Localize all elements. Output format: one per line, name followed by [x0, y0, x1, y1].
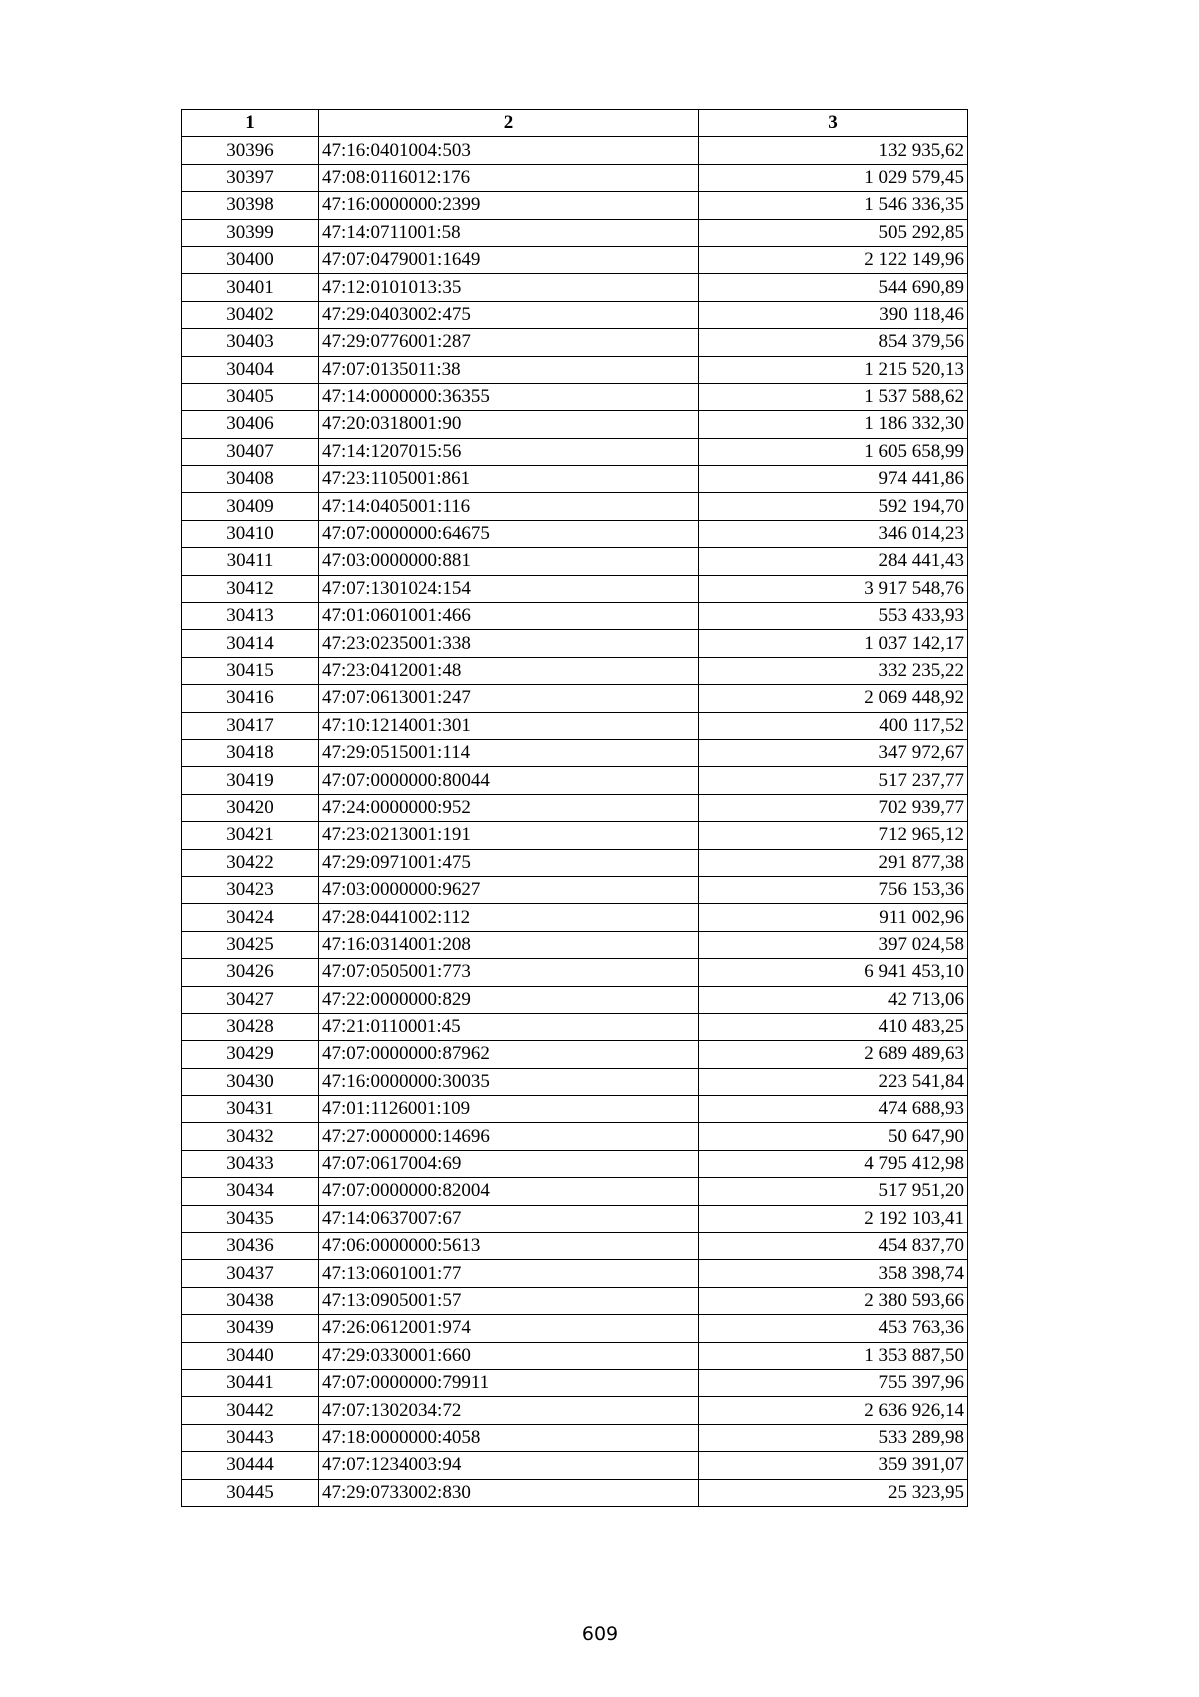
table-row	[182, 630, 968, 657]
table-row	[182, 794, 968, 821]
row-number: 30445	[182, 1479, 319, 1506]
cadastral-number: 47:07:0479001:1649	[319, 246, 699, 273]
cadastral-value: 517 951,20	[699, 1178, 968, 1205]
cadastral-number: 47:03:0000000:881	[319, 548, 699, 575]
cadastral-number: 47:01:0601001:466	[319, 603, 699, 630]
cadastral-number: 47:03:0000000:9627	[319, 876, 699, 903]
cadastral-value: 346 014,23	[699, 520, 968, 547]
row-number: 30435	[182, 1205, 319, 1232]
table-row	[182, 849, 968, 876]
cadastral-value: 50 647,90	[699, 1123, 968, 1150]
cadastral-number: 47:24:0000000:952	[319, 794, 699, 821]
cadastral-number: 47:29:0403002:475	[319, 301, 699, 328]
row-number: 30415	[182, 657, 319, 684]
cadastral-value: 1 186 332,30	[699, 411, 968, 438]
table-header	[182, 110, 968, 137]
cadastral-value: 592 194,70	[699, 493, 968, 520]
row-number: 30397	[182, 164, 319, 191]
row-number: 30436	[182, 1233, 319, 1260]
table-row	[182, 301, 968, 328]
row-number: 30399	[182, 219, 319, 246]
table-row	[182, 1150, 968, 1177]
cadastral-value: 2 380 593,66	[699, 1287, 968, 1314]
table-row	[182, 520, 968, 547]
cadastral-number: 47:23:1105001:861	[319, 466, 699, 493]
cadastral-number: 47:07:1301024:154	[319, 575, 699, 602]
table-row	[182, 1068, 968, 1095]
row-number: 30396	[182, 137, 319, 164]
cadastral-number: 47:28:0441002:112	[319, 904, 699, 931]
cadastral-value: 1 215 520,13	[699, 356, 968, 383]
row-number: 30434	[182, 1178, 319, 1205]
table-row	[182, 603, 968, 630]
row-number: 30405	[182, 383, 319, 410]
row-number: 30398	[182, 192, 319, 219]
cadastral-value: 974 441,86	[699, 466, 968, 493]
cadastral-number: 47:29:0515001:114	[319, 739, 699, 766]
row-number: 30410	[182, 520, 319, 547]
row-number: 30437	[182, 1260, 319, 1287]
table-row	[182, 657, 968, 684]
cadastral-value: 223 541,84	[699, 1068, 968, 1095]
table-row	[182, 931, 968, 958]
row-number: 30406	[182, 411, 319, 438]
cadastral-value: 2 069 448,92	[699, 685, 968, 712]
table-row	[182, 356, 968, 383]
table-row	[182, 493, 968, 520]
table-row	[182, 575, 968, 602]
row-number: 30403	[182, 329, 319, 356]
table-row	[182, 1287, 968, 1314]
row-number: 30411	[182, 548, 319, 575]
row-number: 30427	[182, 986, 319, 1013]
table-row	[182, 219, 968, 246]
cadastral-value: 474 688,93	[699, 1096, 968, 1123]
cadastral-number: 47:07:0505001:773	[319, 959, 699, 986]
cadastral-number: 47:13:0905001:57	[319, 1287, 699, 1314]
table-row	[182, 137, 968, 164]
cadastral-number: 47:07:0135011:38	[319, 356, 699, 383]
table-row	[182, 466, 968, 493]
cadastral-value: 1 037 142,17	[699, 630, 968, 657]
row-number: 30438	[182, 1287, 319, 1314]
table-row	[182, 876, 968, 903]
row-number: 30429	[182, 1041, 319, 1068]
cadastral-value: 2 689 489,63	[699, 1041, 968, 1068]
table-row	[182, 904, 968, 931]
row-number: 30401	[182, 274, 319, 301]
row-number: 30412	[182, 575, 319, 602]
table-body	[182, 137, 968, 1507]
cadastral-value: 756 153,36	[699, 876, 968, 903]
table-row	[182, 246, 968, 273]
cadastral-number: 47:16:0401004:503	[319, 137, 699, 164]
table-row	[182, 1260, 968, 1287]
table-row	[182, 1096, 968, 1123]
cadastral-value: 284 441,43	[699, 548, 968, 575]
cadastral-value: 2 636 926,14	[699, 1397, 968, 1424]
cadastral-value: 400 117,52	[699, 712, 968, 739]
table-row	[182, 548, 968, 575]
row-number: 30422	[182, 849, 319, 876]
cadastral-value: 755 397,96	[699, 1369, 968, 1396]
cadastral-value: 132 935,62	[699, 137, 968, 164]
cadastral-number: 47:16:0000000:30035	[319, 1068, 699, 1095]
row-number: 30425	[182, 931, 319, 958]
cadastral-value: 332 235,22	[699, 657, 968, 684]
cadastral-number: 47:27:0000000:14696	[319, 1123, 699, 1150]
table-row	[182, 1397, 968, 1424]
cadastral-value: 1 546 336,35	[699, 192, 968, 219]
row-number: 30444	[182, 1452, 319, 1479]
table-row	[182, 685, 968, 712]
row-number: 30432	[182, 1123, 319, 1150]
cadastral-number: 47:07:0617004:69	[319, 1150, 699, 1177]
header-col-3: 3	[699, 110, 968, 137]
cadastral-value: 25 323,95	[699, 1479, 968, 1506]
row-number: 30404	[182, 356, 319, 383]
registry-table	[181, 109, 968, 1507]
cadastral-number: 47:14:0637007:67	[319, 1205, 699, 1232]
cadastral-value: 517 237,77	[699, 767, 968, 794]
table-row	[182, 274, 968, 301]
cadastral-value: 359 391,07	[699, 1452, 968, 1479]
cadastral-value: 553 433,93	[699, 603, 968, 630]
row-number: 30420	[182, 794, 319, 821]
cadastral-value: 544 690,89	[699, 274, 968, 301]
cadastral-number: 47:16:0314001:208	[319, 931, 699, 958]
row-number: 30421	[182, 822, 319, 849]
page-number: 609	[581, 1623, 619, 1645]
row-number: 30440	[182, 1342, 319, 1369]
cadastral-value: 1 029 579,45	[699, 164, 968, 191]
cadastral-value: 397 024,58	[699, 931, 968, 958]
row-number: 30439	[182, 1315, 319, 1342]
row-number: 30402	[182, 301, 319, 328]
table-row	[182, 1013, 968, 1040]
cadastral-value: 712 965,12	[699, 822, 968, 849]
row-number: 30428	[182, 1013, 319, 1040]
cadastral-value: 454 837,70	[699, 1233, 968, 1260]
table-row	[182, 822, 968, 849]
row-number: 30423	[182, 876, 319, 903]
cadastral-number: 47:07:0000000:64675	[319, 520, 699, 547]
cadastral-number: 47:13:0601001:77	[319, 1260, 699, 1287]
table-row	[182, 1369, 968, 1396]
cadastral-value: 6 941 453,10	[699, 959, 968, 986]
row-number: 30413	[182, 603, 319, 630]
cadastral-number: 47:23:0235001:338	[319, 630, 699, 657]
cadastral-number: 47:29:0733002:830	[319, 1479, 699, 1506]
table-row	[182, 192, 968, 219]
table-row	[182, 712, 968, 739]
row-number: 30431	[182, 1096, 319, 1123]
cadastral-number: 47:16:0000000:2399	[319, 192, 699, 219]
cadastral-number: 47:01:1126001:109	[319, 1096, 699, 1123]
cadastral-number: 47:23:0412001:48	[319, 657, 699, 684]
cadastral-value: 42 713,06	[699, 986, 968, 1013]
cadastral-number: 47:07:0000000:80044	[319, 767, 699, 794]
cadastral-value: 2 122 149,96	[699, 246, 968, 273]
cadastral-value: 2 192 103,41	[699, 1205, 968, 1232]
table-row	[182, 411, 968, 438]
cadastral-number: 47:14:0711001:58	[319, 219, 699, 246]
cadastral-number: 47:22:0000000:829	[319, 986, 699, 1013]
cadastral-value: 1 353 887,50	[699, 1342, 968, 1369]
table-row	[182, 959, 968, 986]
cadastral-number: 47:14:0405001:116	[319, 493, 699, 520]
cadastral-number: 47:18:0000000:4058	[319, 1424, 699, 1451]
row-number: 30417	[182, 712, 319, 739]
cadastral-value: 291 877,38	[699, 849, 968, 876]
cadastral-number: 47:12:0101013:35	[319, 274, 699, 301]
cadastral-number: 47:10:1214001:301	[319, 712, 699, 739]
cadastral-number: 47:06:0000000:5613	[319, 1233, 699, 1260]
header-col-2: 2	[319, 110, 699, 137]
cadastral-number: 47:14:0000000:36355	[319, 383, 699, 410]
table-row	[182, 1452, 968, 1479]
row-number: 30424	[182, 904, 319, 931]
cadastral-value: 410 483,25	[699, 1013, 968, 1040]
table-row	[182, 164, 968, 191]
table-row	[182, 1342, 968, 1369]
table-row	[182, 1233, 968, 1260]
cadastral-value: 911 002,96	[699, 904, 968, 931]
row-number: 30416	[182, 685, 319, 712]
cadastral-number: 47:26:0612001:974	[319, 1315, 699, 1342]
table-row	[182, 1205, 968, 1232]
cadastral-number: 47:29:0776001:287	[319, 329, 699, 356]
cadastral-value: 1 537 588,62	[699, 383, 968, 410]
table-row	[182, 739, 968, 766]
table-row	[182, 383, 968, 410]
row-number: 30418	[182, 739, 319, 766]
cadastral-value: 453 763,36	[699, 1315, 968, 1342]
table-row	[182, 1041, 968, 1068]
row-number: 30442	[182, 1397, 319, 1424]
table-row	[182, 1424, 968, 1451]
cadastral-number: 47:07:0000000:82004	[319, 1178, 699, 1205]
cadastral-number: 47:29:0971001:475	[319, 849, 699, 876]
cadastral-number: 47:14:1207015:56	[319, 438, 699, 465]
table-row	[182, 329, 968, 356]
table-row	[182, 1123, 968, 1150]
row-number: 30414	[182, 630, 319, 657]
cadastral-number: 47:07:1234003:94	[319, 1452, 699, 1479]
row-number: 30443	[182, 1424, 319, 1451]
row-number: 30426	[182, 959, 319, 986]
cadastral-value: 533 289,98	[699, 1424, 968, 1451]
cadastral-number: 47:07:0000000:87962	[319, 1041, 699, 1068]
table-row	[182, 1315, 968, 1342]
cadastral-value: 854 379,56	[699, 329, 968, 356]
row-number: 30408	[182, 466, 319, 493]
row-number: 30407	[182, 438, 319, 465]
row-number: 30409	[182, 493, 319, 520]
row-number: 30400	[182, 246, 319, 273]
header-col-1: 1	[182, 110, 319, 137]
row-number: 30441	[182, 1369, 319, 1396]
cadastral-value: 358 398,74	[699, 1260, 968, 1287]
header-row	[182, 110, 968, 137]
cadastral-value: 390 118,46	[699, 301, 968, 328]
cadastral-number: 47:20:0318001:90	[319, 411, 699, 438]
cadastral-number: 47:08:0116012:176	[319, 164, 699, 191]
cadastral-number: 47:21:0110001:45	[319, 1013, 699, 1040]
cadastral-number: 47:07:0000000:79911	[319, 1369, 699, 1396]
cadastral-number: 47:29:0330001:660	[319, 1342, 699, 1369]
row-number: 30433	[182, 1150, 319, 1177]
cadastral-number: 47:07:0613001:247	[319, 685, 699, 712]
cadastral-value: 1 605 658,99	[699, 438, 968, 465]
cadastral-number: 47:07:1302034:72	[319, 1397, 699, 1424]
cadastral-value: 347 972,67	[699, 739, 968, 766]
cadastral-value: 702 939,77	[699, 794, 968, 821]
cadastral-value: 505 292,85	[699, 219, 968, 246]
cadastral-number: 47:23:0213001:191	[319, 822, 699, 849]
table-row	[182, 1178, 968, 1205]
cadastral-value: 3 917 548,76	[699, 575, 968, 602]
table-row	[182, 1479, 968, 1506]
row-number: 30419	[182, 767, 319, 794]
table-row	[182, 986, 968, 1013]
table-row	[182, 767, 968, 794]
cadastral-value: 4 795 412,98	[699, 1150, 968, 1177]
table-row	[182, 438, 968, 465]
row-number: 30430	[182, 1068, 319, 1095]
